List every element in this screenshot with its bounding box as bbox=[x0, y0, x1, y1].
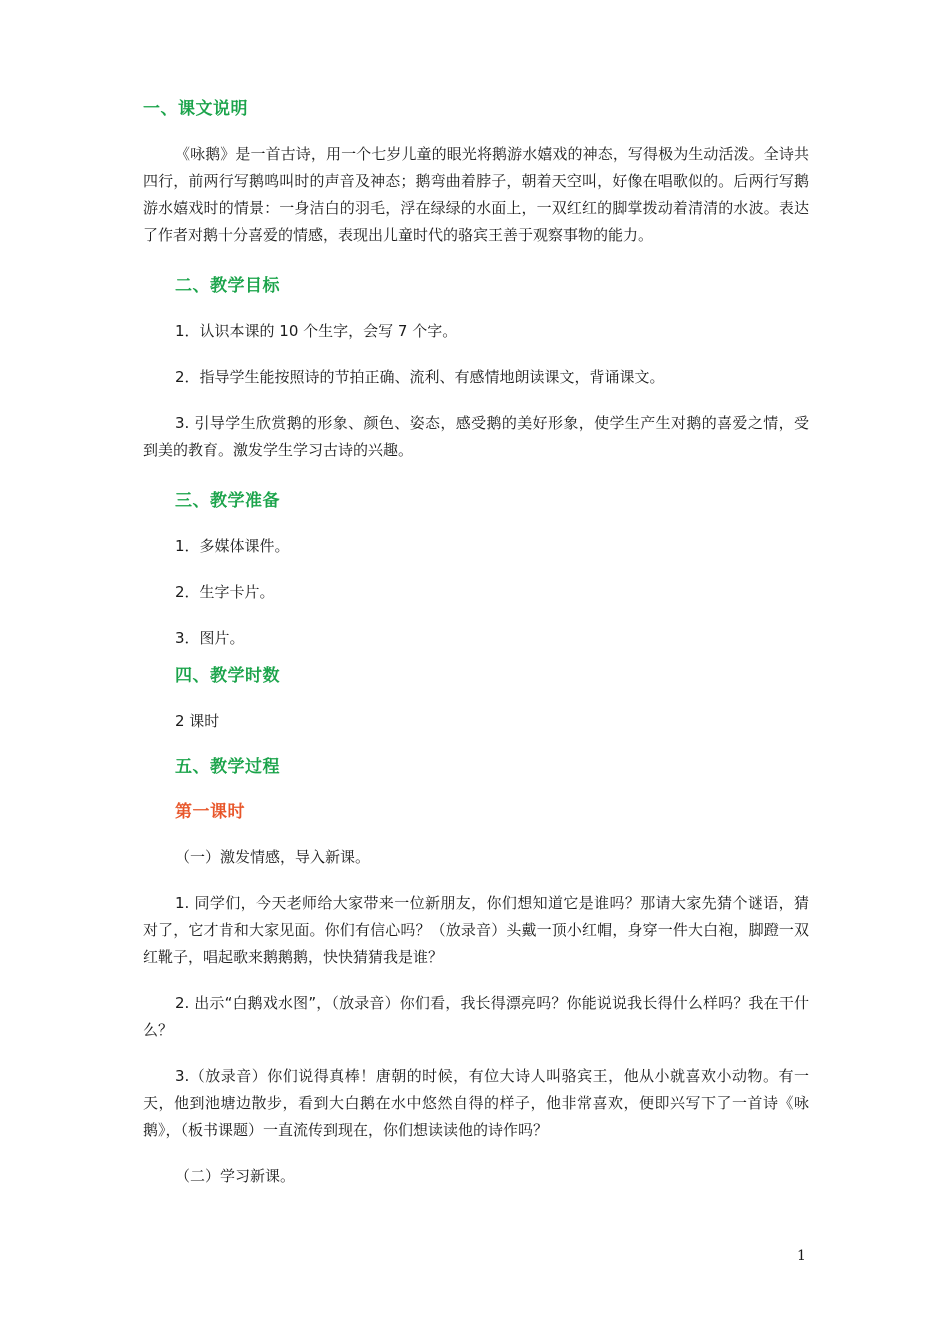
page-number: 1 bbox=[797, 1248, 806, 1264]
process-part-1: （一）激发情感，导入新课。 bbox=[175, 848, 371, 866]
process-item-3: 3.（放录音）你们说得真棒！唐朝的时候，有位大诗人叫骆宾王，他从小就喜欢小动物。有一天，他到池塘边散步，看到大白鹅在水中悠然自得的样子，他非常喜欢，便即兴写下了一首诗《咏鹅》，（板书课题）一直流传到现在，你们想读读他的诗作吗？ bbox=[143, 1067, 809, 1139]
objective-item-2: 2．指导学生能按照诗的节拍正确、流利、有感情地朗读课文，背诵课文。 bbox=[175, 368, 665, 386]
process-item-2: 2. 出示“白鹅戏水图”，（放录音）你们看，我长得漂亮吗？你能说说我长得什么样吗？我在干什么？ bbox=[143, 994, 809, 1039]
process-part-2: （二）学习新课。 bbox=[175, 1167, 296, 1185]
section-heading-4: 四、教学时数 bbox=[175, 666, 280, 686]
course-description: 《咏鹅》是一首古诗，用一个七岁儿童的眼光将鹅游水嬉戏的神态，写得极为生动活泼。全诗共四行，前两行写鹅鸣叫时的声音及神态；鹅弯曲着脖子，朝着天空叫，好像在唱歌似的。后两行写鹅游水嬉戏时的情景：一身洁白的羽毛，浮在绿绿的水面上，一双红红的脚掌拨动着清清的水波。表达了作者对鹅十分喜爱的情感，表现出儿童时代的骆宾王善于观察事物的能力。 bbox=[143, 145, 809, 244]
section-heading-2: 二、教学目标 bbox=[175, 276, 280, 296]
process-item-1: 1. 同学们，今天老师给大家带来一位新朋友，你们想知道它是谁吗？那请大家先猜个谜语，猜对了，它才肯和大家见面。你们有信心吗？（放录音）头戴一顶小红帽，身穿一件大白袍，脚蹬一双红靴子，唱起歌来鹅鹅鹅，快快猜猜我是谁？ bbox=[143, 894, 809, 966]
lesson-hours: 2 课时 bbox=[175, 712, 220, 730]
preparation-item-1: 1．多媒体课件。 bbox=[175, 537, 290, 555]
section-heading-5: 五、教学过程 bbox=[175, 757, 280, 777]
objective-item-1: 1．认识本课的 10 个生字，会写 7 个字。 bbox=[175, 322, 458, 340]
document-page bbox=[143, 96, 809, 1190]
objective-item-3: 3. 引导学生欣赏鹅的形象、颜色、姿态，感受鹅的美好形象，使学生产生对鹅的喜爱之情，受到美的教育。激发学生学习古诗的兴趣。 bbox=[143, 414, 809, 459]
section-heading-3: 三、教学准备 bbox=[175, 491, 280, 511]
preparation-item-3: 3．图片。 bbox=[175, 629, 245, 647]
preparation-item-2: 2．生字卡片。 bbox=[175, 583, 275, 601]
section-heading-1: 一、课文说明 bbox=[143, 99, 248, 119]
lesson-title: 第一课时 bbox=[175, 802, 245, 822]
